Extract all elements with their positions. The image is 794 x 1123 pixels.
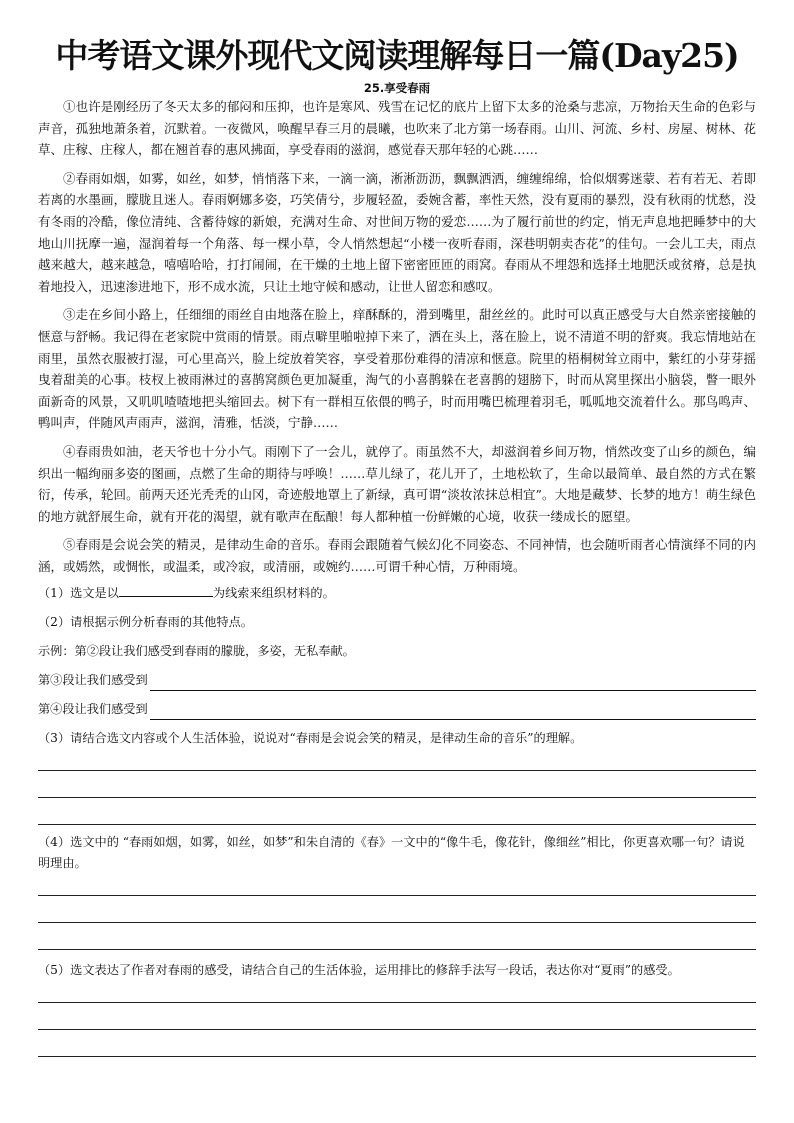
paragraph-5: ⑤春雨是会说会笑的精灵，是律动生命的音乐。春雨会跟随着气候幻化不同姿态、不同神情，也会随听雨者心情演绎不同的内涵，或嫣然，或惆怅，或温柔，或冷寂，或清丽，或婉约……可谓千种心情，万种雨境。 xyxy=(38,537,756,574)
question-2-para3-row xyxy=(38,670,756,691)
question-3-answer-line-1[interactable] xyxy=(38,770,756,771)
question-3-answer-line-2[interactable] xyxy=(38,797,756,798)
question-1-blank[interactable] xyxy=(119,582,213,597)
page-title: 中考语文课外现代文阅读理解每日一篇(Day25) xyxy=(55,36,739,75)
question-2-para4-answer-line[interactable] xyxy=(150,703,756,720)
question-4-answer-line-1[interactable] xyxy=(38,895,756,896)
question-1 xyxy=(38,582,756,604)
question-2-para3-label: 第③段让我们感受到 xyxy=(38,673,148,687)
question-5-answer-line-2[interactable] xyxy=(38,1029,756,1030)
question-2-para4-row xyxy=(38,699,756,720)
question-2-para3-answer-line[interactable] xyxy=(150,674,756,691)
article-body xyxy=(38,96,756,584)
question-4-answer-line-3[interactable] xyxy=(38,949,756,950)
question-5-answer-line-3[interactable] xyxy=(38,1056,756,1057)
question-4-answer-line-2[interactable] xyxy=(38,922,756,923)
question-5: （5）选文表达了作者对春雨的感受，请结合自己的生活体验，运用排比的修辞手法写一段话，表达你对“夏雨”的感受。 xyxy=(38,963,680,977)
paragraph-3: ③走在乡间小路上，任细细的雨丝自由地落在脸上，痒酥酥的，滑到嘴里，甜丝丝的。此时可以真正感受与大自然亲密接触的惬意与舒畅。我记得在老家院中赏雨的情景。雨点噼里啪啦掉下来了，洒在头上，落在脸上，说不清道不明的舒爽。我忘情地站在雨里，虽然衣服被打湿，可心里高兴，脸上绽放着笑容，享受着那份难得的清凉和惬意。院里的梧桐树耸立雨中，紫红的小芽芽摇曳着甜美的心事。枝杈上被雨淋过的喜鹊窝颜色更加凝重，淘气的小喜鹊躲在老喜鹊的翅膀下，时而从窝里探出小脑袋，瞥一眼外面新奇的风景，又叽叽喳喳地把头缩回去。树下有一群相互依偎的鸭子，时而用嘴巴梳理着羽毛，呱呱地交流着什么。那鸟鸣声、鸭叫声，伴随风声雨声，滋润，清雅，恬淡，宁静…… xyxy=(38,307,756,431)
question-1-prefix: （1）选文是以 xyxy=(38,586,119,600)
question-2: （2）请根据示例分析春雨的其他特点。 xyxy=(38,615,253,629)
paragraph-2: ②春雨如烟，如雾，如丝，如梦，悄悄落下来，一滴一滴，淅淅沥沥，飘飘洒洒，缠缠绵绵，恰似烟雾迷蒙、若有若无、若即若离的水墨画，朦胧且迷人。春雨婀娜多姿，巧笑倩兮，步履轻盈，委婉含蓄，率性天然，没有夏雨的暴烈，没有秋雨的忧愁，没有冬雨的冷酷，像位清纯、含蓄待嫁的新娘，充满对生命、对世间万物的爱恋……为了履行前世的约定，悄无声息地把睡梦中的大地山川抚摩一遍，湿润着每一个角落、每一棵小草，令人悄然想起“小楼一夜听春雨，深巷明朝卖杏花”的佳句。一会儿工夫，雨点越来越大，越来越急，嘻嘻哈哈，打打闹闹，在干燥的土地上留下密密匝匝的雨窝。春雨从不埋怨和选择土地肥沃或贫瘠，总是执着地投入，迅速渗进地下，形不成水流，只让土地守候和感动，让世人留恋和感叹。 xyxy=(38,170,756,294)
question-3: （3）请结合选文内容或个人生活体验，说说对“春雨是会说会笑的精灵，是律动生命的音乐”的理解。 xyxy=(38,731,583,745)
question-2-example: 示例：第②段让我们感受到春雨的朦胧，多姿，无私奉献。 xyxy=(38,644,355,658)
question-5-answer-line-1[interactable] xyxy=(38,1002,756,1003)
question-3-answer-line-3[interactable] xyxy=(38,824,756,825)
article-title: 25.享受春雨 xyxy=(363,81,431,95)
paragraph-1: ①也许是刚经历了冬天太多的郁闷和压抑，也许是寒风、残雪在记忆的底片上留下太多的沧桑与悲凉，万物抬天生命的色彩与声音，孤独地萧条着，沉默着。一夜微风，唤醒早春三月的晨曦，也吹来了北方第一场春雨。山川、河流、乡村、房屋、树林、花草、庄稼、庄稼人，都在翘首春的惠风拂面，享受春雨的滋润，感觉春天那年轻的心跳…… xyxy=(38,99,756,158)
paragraph-4: ④春雨贵如油，老天爷也十分小气。雨刚下了一会儿，就停了。雨虽然不大，却滋润着乡间万物，悄然改变了山乡的颜色，编织出一幅绚丽多姿的图画，点燃了生命的期待与呼唤！……草儿绿了，花儿开了，土地松软了，生命以最简单、最自然的方式在繁衍，传承，轮回。前两天还光秃秃的山冈，奇迹般地罩上了新绿，真可谓“淡妆浓抹总相宜”。大地是藏梦、长梦的地方！萌生绿色的地方就舒展生命，就有开花的渴望，就有歌声在酝酿！每人都种植一份鲜嫩的心境，收获一缕成长的愿望。 xyxy=(38,443,756,524)
question-2-para4-label: 第④段让我们感受到 xyxy=(38,702,148,716)
question-4: （4）选文中的 “春雨如烟，如雾，如丝，如梦”和朱自清的《春》一文中的“像牛毛，像花针，像细丝”相比，你更喜欢哪一句？请说明理由。 xyxy=(38,835,745,870)
question-1-suffix: 为线索来组织材料的。 xyxy=(212,586,335,600)
